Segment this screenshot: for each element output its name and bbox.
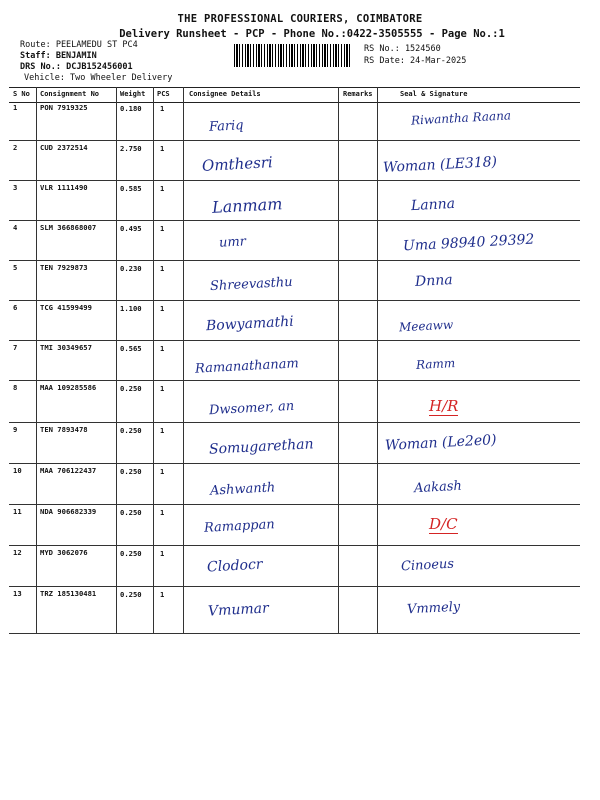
row-sno: 13 — [13, 589, 22, 598]
table-row — [9, 546, 580, 587]
row-consignment-no: TRZ 185130481 — [40, 589, 97, 598]
row-sno: 2 — [13, 143, 18, 152]
row-sno: 6 — [13, 303, 18, 312]
row-consignment-no: PON 7919325 — [40, 103, 88, 112]
col-remarks: Remarks — [343, 90, 373, 98]
row-pcs: 1 — [160, 104, 165, 113]
row-pcs: 1 — [160, 144, 165, 153]
row-sno: 1 — [13, 103, 18, 112]
signature-handwriting: Meeaww — [398, 317, 454, 335]
col-sno: S No — [13, 90, 30, 98]
row-weight: 2.750 — [120, 144, 142, 153]
row-sno: 12 — [13, 548, 22, 557]
rs-date: RS Date: 24-Mar-2025 — [364, 56, 467, 66]
signature-handwriting: Dnna — [414, 272, 454, 290]
consignee-handwriting: Vmumar — [207, 600, 270, 620]
table-row — [9, 423, 580, 464]
table-row — [9, 181, 580, 221]
row-sno: 3 — [13, 183, 18, 192]
row-pcs: 1 — [160, 549, 165, 558]
table-row — [9, 587, 580, 634]
rs-number: RS No.: 1524560 — [364, 44, 441, 54]
remark-handwriting: D/C — [429, 515, 458, 533]
row-pcs: 1 — [160, 384, 165, 393]
row-sno: 8 — [13, 383, 18, 392]
signature-handwriting: Woman (Le2e0) — [384, 432, 497, 454]
drs-label: DRS No.: — [20, 62, 61, 72]
row-consignment-no: VLR 1111490 — [40, 183, 88, 192]
row-divider — [9, 633, 580, 634]
col-signature: Seal & Signature — [400, 90, 468, 98]
staff-line: Staff: BENJAMIN — [20, 51, 97, 61]
row-weight: 0.180 — [120, 104, 142, 113]
consignee-handwriting: Shreevasthu — [209, 274, 293, 295]
consignee-handwriting: Lanmam — [211, 194, 283, 217]
row-pcs: 1 — [160, 344, 165, 353]
signature-handwriting: Woman (LE318) — [382, 154, 498, 176]
row-consignment-no: MYD 3062076 — [40, 548, 88, 557]
consignee-handwriting: Clodocr — [206, 556, 263, 576]
table-row — [9, 261, 580, 301]
consignee-handwriting: Ramappan — [203, 517, 276, 536]
row-consignment-no: TMI 30349657 — [40, 343, 92, 352]
consignee-handwriting: Dwsomer, an — [208, 398, 295, 419]
consignee-handwriting: Ashwanth — [209, 480, 276, 499]
row-sno: 10 — [13, 466, 22, 475]
row-consignment-no: NDA 906682339 — [40, 507, 97, 516]
signature-handwriting: Uma 98940 29392 — [402, 231, 535, 255]
table-row — [9, 464, 580, 505]
route-line: Route: PEELAMEDU ST PC4 — [20, 40, 138, 50]
row-pcs: 1 — [160, 224, 165, 233]
row-weight: 1.100 — [120, 304, 142, 313]
row-pcs: 1 — [160, 184, 165, 193]
row-sno: 5 — [13, 263, 18, 272]
row-consignment-no: MAA 109285586 — [40, 383, 97, 392]
row-weight: 0.250 — [120, 508, 142, 517]
company-title: THE PROFESSIONAL COURIERS, COIMBATORE — [177, 13, 423, 25]
row-weight: 0.250 — [120, 590, 142, 599]
barcode-image — [234, 44, 352, 67]
row-consignment-no: TEN 7893478 — [40, 425, 88, 434]
row-sno: 11 — [13, 507, 22, 516]
col-pcs: PCS — [157, 90, 170, 98]
row-consignment-no: TEN 7929873 — [40, 263, 88, 272]
vehicle-line: Vehicle: Two Wheeler Delivery — [24, 73, 173, 83]
signature-handwriting: Lanna — [410, 195, 456, 215]
remark-handwriting: H/R — [429, 397, 459, 415]
row-weight: 0.250 — [120, 549, 142, 558]
signature-handwriting: Riwantha Raana — [410, 108, 512, 128]
row-pcs: 1 — [160, 426, 165, 435]
row-consignment-no: SLM 366868007 — [40, 223, 97, 232]
consignee-handwriting: Ramanathanam — [194, 356, 300, 377]
row-pcs: 1 — [160, 467, 165, 476]
runsheet-title: Delivery Runsheet - PCP - Phone No.:0422-3505555 - Page No.:1 — [119, 28, 505, 40]
row-consignment-no: TCG 41599499 — [40, 303, 92, 312]
table-row — [9, 381, 580, 423]
row-weight: 0.585 — [120, 184, 142, 193]
col-consignment: Consignment No — [40, 90, 100, 98]
col-weight: Weight — [120, 90, 146, 98]
row-pcs: 1 — [160, 590, 165, 599]
table-row — [9, 505, 580, 546]
row-pcs: 1 — [160, 304, 165, 313]
table-row — [9, 101, 580, 141]
row-pcs: 1 — [160, 264, 165, 273]
row-pcs: 1 — [160, 508, 165, 517]
consignee-handwriting: Fariq — [208, 118, 244, 135]
consignee-handwriting: Bowyamathi — [205, 313, 295, 335]
signature-handwriting: Vmmely — [406, 599, 461, 618]
row-weight: 0.495 — [120, 224, 142, 233]
row-weight: 0.250 — [120, 384, 142, 393]
signature-handwriting: Aakash — [413, 478, 463, 497]
row-weight: 0.250 — [120, 467, 142, 476]
row-sno: 4 — [13, 223, 18, 232]
drs-value: DCJB152456001 — [66, 62, 133, 72]
table-row — [9, 301, 580, 341]
signature-handwriting: Ramm — [415, 355, 456, 373]
consignee-handwriting: Omthesri — [201, 153, 274, 175]
consignee-handwriting: Somugarethan — [208, 436, 314, 458]
row-weight: 0.250 — [120, 426, 142, 435]
table-row — [9, 341, 580, 381]
col-consignee: Consignee Details — [189, 90, 261, 98]
row-weight: 0.565 — [120, 344, 142, 353]
signature-handwriting: Cinoeus — [400, 556, 455, 575]
row-consignment-no: CUD 2372514 — [40, 143, 88, 152]
table-row — [9, 141, 580, 181]
row-sno: 7 — [13, 343, 18, 352]
consignee-handwriting: umr — [218, 234, 247, 251]
table-row — [9, 221, 580, 261]
row-sno: 9 — [13, 425, 18, 434]
drs-line — [20, 62, 133, 72]
row-consignment-no: MAA 706122437 — [40, 466, 97, 475]
rs-info — [364, 43, 466, 67]
row-weight: 0.230 — [120, 264, 142, 273]
